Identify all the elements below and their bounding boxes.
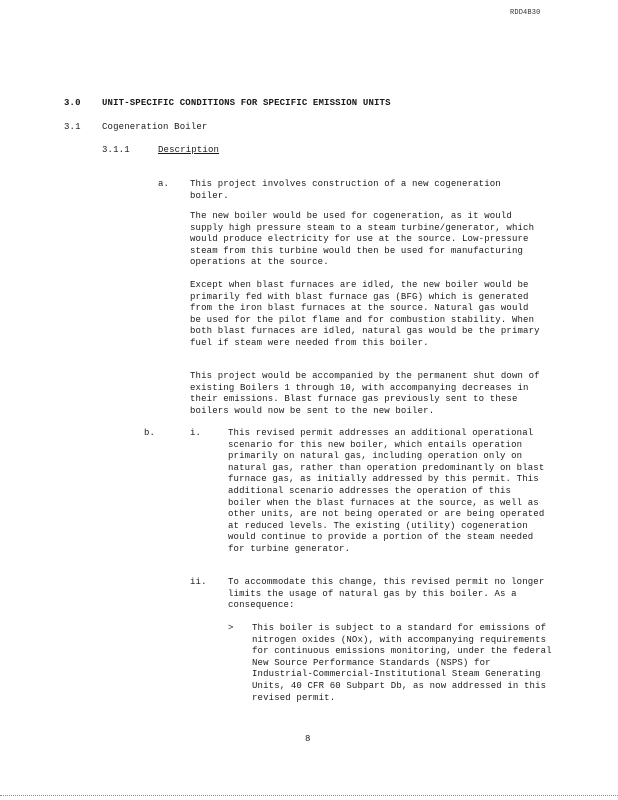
item-a-paragraph: The new boiler would be used for cogeneration, as it would supply high pressure steam to a steam turbine/generator, which would produce electricity for use at the source. Low-pressure steam from this turbine would then be used for manufacturing operations at the source. — [190, 211, 535, 268]
subsection-title: Cogeneration Boiler — [102, 122, 208, 132]
item-a-paragraph: This project involves construction of a new cogeneration boiler. — [190, 179, 501, 201]
item-a-paragraph: Except when blast furnaces are idled, the new boiler would be primarily fed with blast furnace gas (BFG) which is generated from the iron blast furnaces at the source. Natural gas would be used for the pilot flame and for combustion stability. When both blast furnaces are idled, natural gas would be the primary fuel if steam were needed from this boiler. — [190, 280, 540, 348]
section-title: UNIT-SPECIFIC CONDITIONS FOR SPECIFIC EMISSION UNITS — [102, 98, 391, 108]
item-a-paragraph: This project would be accompanied by the permanent shut down of existing Boilers 1 through 10, with accompanying decreases in their emissions. Blast furnace gas previously sent to these boilers would now be sent to the new boiler. — [190, 371, 540, 416]
subsubsection-number: 3.1.1 — [102, 145, 130, 155]
item-b-i-label: i. — [190, 428, 202, 438]
item-b-label: b. — [144, 428, 156, 438]
item-b-ii-label: ii. — [190, 577, 207, 587]
item-b-ii-paragraph: To accommodate this change, this revised permit no longer limits the usage of natural gas by this boiler. As a consequence: — [228, 577, 545, 611]
bullet-marker: > — [228, 623, 234, 633]
document-code: RDD4B30 — [510, 9, 541, 17]
section-number: 3.0 — [64, 98, 81, 108]
bullet-paragraph: This boiler is subject to a standard for emissions of nitrogen oxides (NOx), with accompanying requirements for continuous emissions monitoring, under the federal New Source Performance Standards (NSPS) for Industrial-Commercial-Institutional Steam Generating Units, 40 CFR 60 Subpart Db, as now addressed in this revised permit. — [252, 623, 552, 703]
subsubsection-title: Description — [158, 145, 220, 155]
item-b-i-paragraph: This revised permit addresses an additional operational scenario for this new boiler, which entails operation primarily on natural gas, including operation only on natural gas, rather than operation predominantly on blast furnace gas, as initially addressed by this permit. This additional scenario addresses the operation of this boiler when the blast furnaces at the source, as well as other units, are not being operated or are being operated at reduced levels. The existing (utility) cogeneration would continue to provide a portion of the steam needed for turbine generator. — [228, 428, 545, 554]
subsection-number: 3.1 — [64, 122, 81, 132]
page-number: 8 — [305, 734, 311, 744]
item-a-label: a. — [158, 179, 170, 189]
scan-edge-divider — [0, 795, 618, 796]
